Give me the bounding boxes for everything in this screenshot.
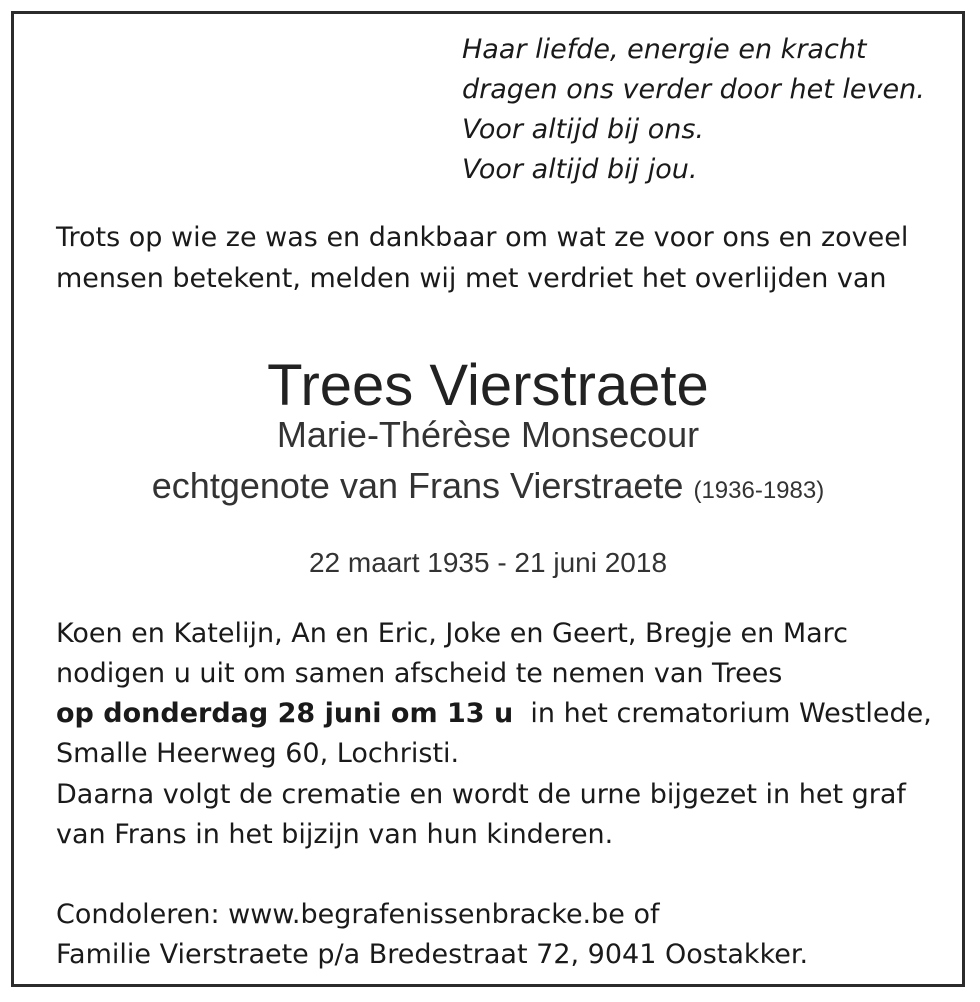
ceremony-line <box>56 698 932 729</box>
poem-line: Voor altijd bij ons. <box>462 114 704 145</box>
invitation-line: nodigen u uit om samen afscheid te nemen van Trees <box>56 658 783 689</box>
spouse-text: echtgenote van Frans Vierstraete <box>151 465 684 506</box>
invitation-line: Koen en Katelijn, An en Eric, Joke en Geert, Bregje en Marc <box>56 618 849 649</box>
birth-name: Marie-Thérèse Monsecour <box>276 414 700 455</box>
after-line: Daarna volgt de crematie en wordt de urne bijgezet in het graf <box>56 779 906 810</box>
spouse-line <box>14 465 962 507</box>
ceremony-location: in het crematorium Westlede, <box>530 698 932 729</box>
condolence-address: Familie Vierstraete p/a Bredestraat 72, 9041 Oostakker. <box>56 939 809 970</box>
ceremony-datetime: op donderdag 28 juni om 13 u <box>56 698 514 729</box>
deceased-name: Trees Vierstraete <box>267 353 709 418</box>
life-dates: 22 maart 1935 - 21 juni 2018 <box>308 547 668 578</box>
address-line: Smalle Heerweg 60, Lochristi. <box>56 738 460 769</box>
intro-line: Trots op wie ze was en dankbaar om wat ze voor ons en zoveel <box>56 222 909 253</box>
poem-line: Haar liefde, energie en kracht <box>462 34 867 65</box>
intro-line: mensen betekent, melden wij met verdriet het overlijden van <box>56 263 887 294</box>
poem-line: dragen ons verder door het leven. <box>462 74 925 105</box>
spouse-years: (1936-1983) <box>693 477 825 504</box>
obituary-frame <box>11 11 965 987</box>
poem-line: Voor altijd bij jou. <box>462 154 698 185</box>
condolence-line: Condoleren: www.begrafenissenbracke.be of <box>56 899 660 930</box>
after-line: van Frans in het bijzijn van hun kinderen. <box>56 819 614 850</box>
